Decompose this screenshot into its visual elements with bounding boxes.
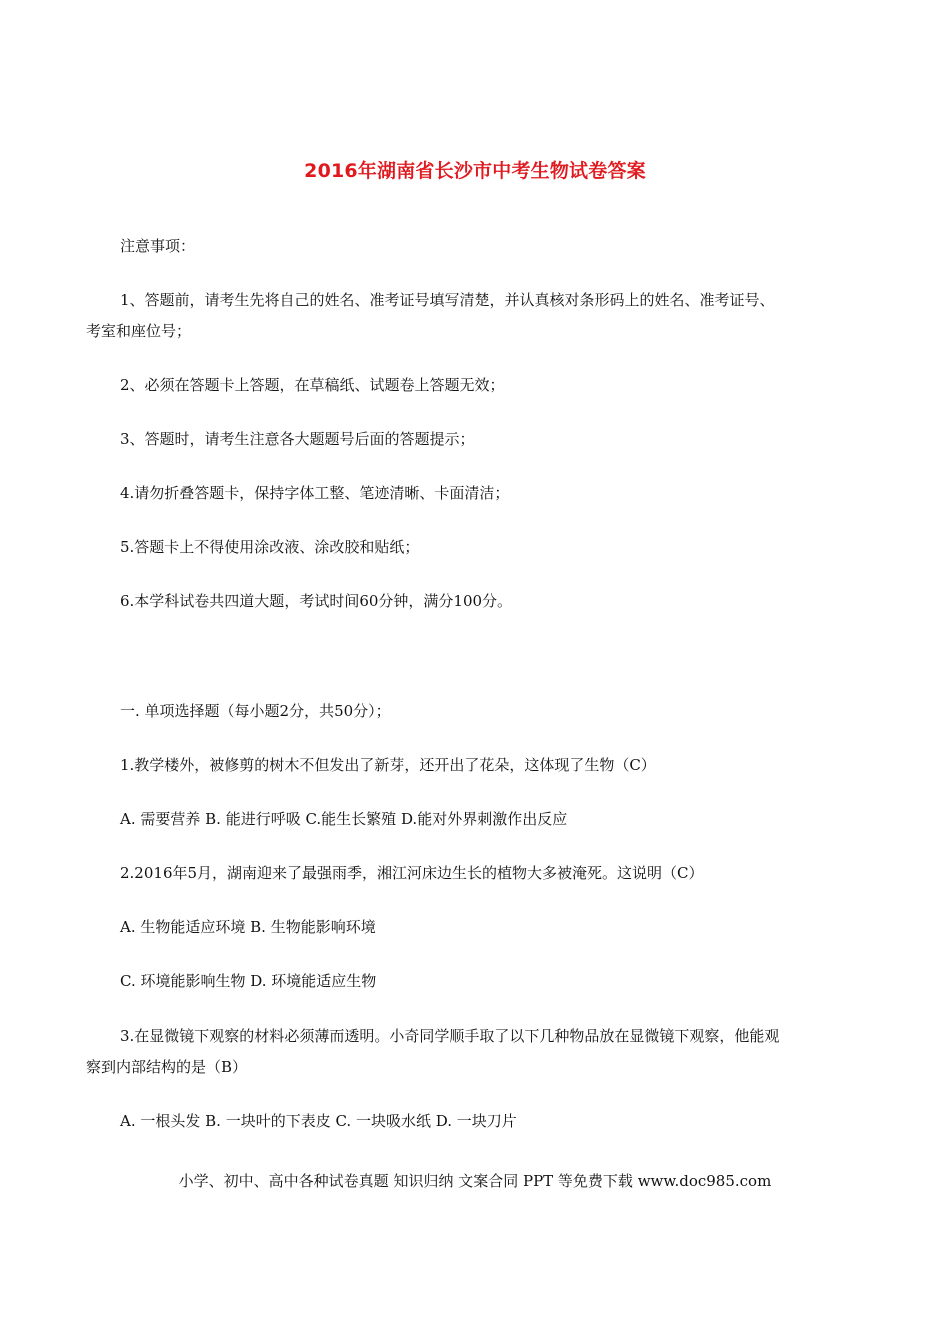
question-1: 1.教学楼外，被修剪的树木不但发出了新芽，还开出了花朵，这体现了生物（C） [120,756,656,774]
notice-item-6: 6.本学科试卷共四道大题，考试时间60分钟，满分100分。 [120,592,513,610]
question-3-options: A. 一根头发 B. 一块叶的下表皮 C. 一块吸水纸 D. 一块刀片 [120,1112,517,1130]
notice-item-1: 1、答题前，请考生先将自己的姓名、准考证号填写清楚，并认真核对条形码上的姓名、准考证号、 [120,291,775,309]
question-3: 3.在显微镜下观察的材料必须薄而透明。小奇同学顺手取了以下几种物品放在显微镜下观察，他能观 [120,1027,780,1045]
question-3-continued: 察到内部结构的是（B） [86,1058,248,1076]
question-2-options-ab: A. 生物能适应环境 B. 生物能影响环境 [120,918,376,936]
question-2: 2.2016年5月，湖南迎来了最强雨季，湘江河床边生长的植物大多被淹死。这说明（C） [120,864,704,882]
notice-heading: 注意事项： [120,237,196,255]
document-title: 2016年湖南省长沙市中考生物试卷答案 [304,160,646,182]
page-footer: 小学、初中、高中各种试卷真题 知识归纳 文案合同 PPT 等免费下载 www.doc985.com [178,1172,772,1190]
notice-item-5: 5.答题卡上不得使用涂改液、涂改胶和贴纸； [120,538,420,556]
question-1-options: A. 需要营养 B. 能进行呼吸 C.能生长繁殖 D.能对外界刺激作出反应 [120,810,568,828]
section-heading: 一. 单项选择题（每小题2分，共50分）； [120,702,391,720]
notice-item-4: 4.请勿折叠答题卡，保持字体工整、笔迹清晰、卡面清洁； [120,484,510,502]
notice-item-1-continued: 考室和座位号； [86,322,192,340]
notice-item-3: 3、答题时，请考生注意各大题题号后面的答题提示； [120,430,475,448]
notice-item-2: 2、必须在答题卡上答题，在草稿纸、试题卷上答题无效； [120,376,505,394]
question-2-options-cd: C. 环境能影响生物 D. 环境能适应生物 [120,972,377,990]
